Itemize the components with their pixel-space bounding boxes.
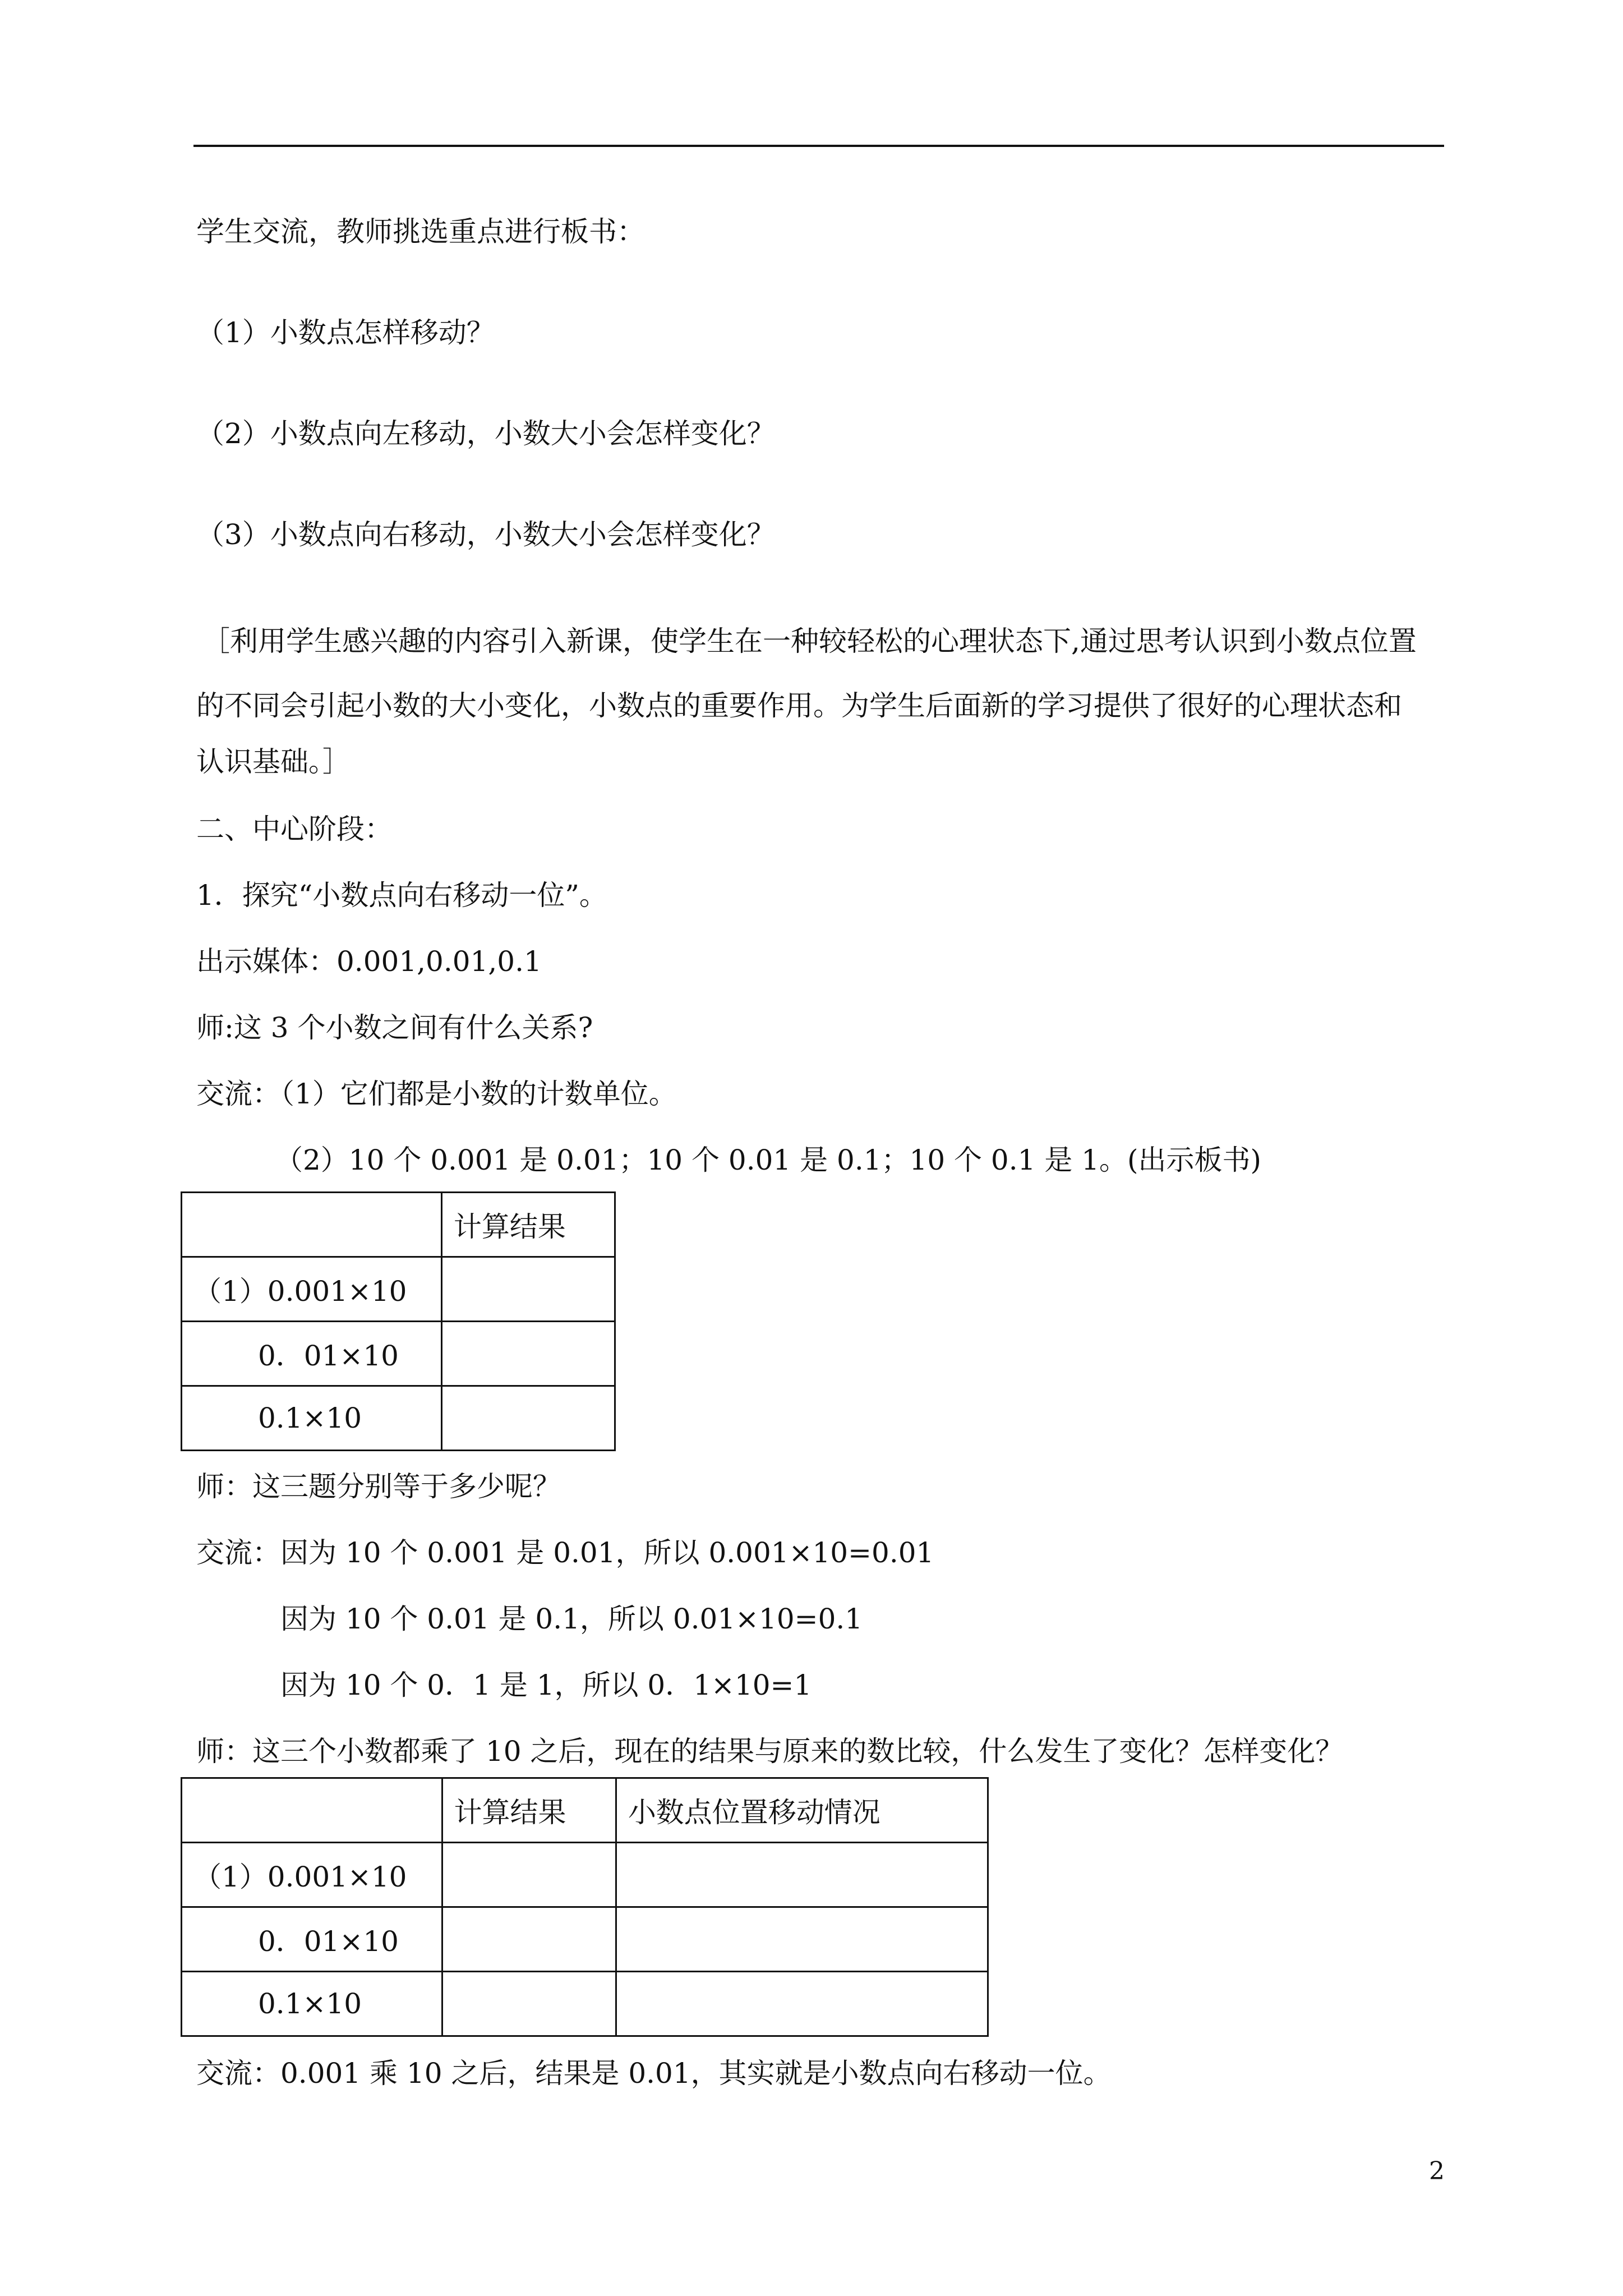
table-cell — [616, 1907, 988, 1972]
table-row — [182, 1322, 615, 1386]
table-cell — [616, 1843, 988, 1907]
exchange-line-1: 交流：（1）它们都是小数的计数单位。 — [196, 1078, 677, 1110]
step-1-heading: 1．探究“小数点向右移动一位”。 — [196, 879, 607, 912]
exchange-line-6: 交流：0.001 乘 10 之后，结果是 0.01，其实就是小数点向右移动一位。 — [196, 2057, 1112, 2090]
table-cell — [442, 1972, 616, 2036]
table-cell: （1）0.001×10 — [182, 1257, 442, 1322]
table-cell — [442, 1907, 616, 1972]
table-row — [182, 1907, 988, 1972]
page-number: 2 — [1429, 2157, 1445, 2185]
table-row — [182, 1257, 615, 1322]
exchange-line-4: 因为 10 个 0.01 是 0.1，所以 0.01×10=0.1 — [280, 1603, 863, 1635]
intro-line: 学生交流，教师挑选重点进行板书： — [196, 215, 645, 248]
table-cell: 0．01×10 — [182, 1907, 442, 1972]
question-2: （2）小数点向左移动，小数大小会怎样变化？ — [196, 417, 775, 450]
question-3: （3）小数点向右移动，小数大小会怎样变化？ — [196, 518, 775, 551]
teacher-question-2: 师：这三题分别等于多少呢？ — [196, 1470, 561, 1503]
table-header-cell: 计算结果 — [441, 1193, 615, 1257]
table-cell: 0．01×10 — [182, 1322, 442, 1386]
exchange-line-2: （2）10 个 0.001 是 0.01；10 个 0.01 是 0.1；10 个 0.1 是 1。(出示板书) — [275, 1144, 1262, 1176]
table-cell — [182, 1778, 442, 1843]
exchange-line-3: 交流：因为 10 个 0.001 是 0.01，所以 0.001×10=0.01 — [196, 1536, 934, 1569]
section-heading: 二、中心阶段： — [196, 813, 393, 845]
table-cell — [441, 1257, 615, 1322]
note-line-3: 认识基础。］ — [196, 746, 351, 778]
table-cell: （1）0.001×10 — [182, 1843, 442, 1907]
media-line: 出示媒体：0.001,0.01,0.1 — [196, 945, 542, 978]
header-rule — [193, 145, 1444, 147]
question-1: （1）小数点怎样移动？ — [196, 316, 495, 349]
table-cell — [441, 1386, 615, 1451]
table-row — [182, 1972, 988, 2036]
note-line-2: 的不同会引起小数的大小变化，小数点的重要作用。为学生后面新的学习提供了很好的心理状态和 — [196, 689, 1402, 722]
table-cell — [182, 1193, 442, 1257]
table-cell: 0.1×10 — [182, 1386, 442, 1451]
table-cell — [616, 1972, 988, 2036]
table-header-cell: 小数点位置移动情况 — [616, 1778, 988, 1843]
teacher-question-3: 师：这三个小数都乘了 10 之后，现在的结果与原来的数比较，什么发生了变化？怎样变化？ — [196, 1735, 1344, 1768]
exchange-line-5: 因为 10 个 0．1 是 1，所以 0．1×10=1 — [280, 1669, 812, 1701]
calc-table-1 — [181, 1191, 616, 1451]
note-line-1: ［利用学生感兴趣的内容引入新课，使学生在一种较轻松的心理状态下,通过思考认识到小数点位置 — [202, 625, 1417, 657]
table-header-row — [182, 1778, 988, 1843]
table-cell — [442, 1843, 616, 1907]
table-row — [182, 1843, 988, 1907]
table-row — [182, 1386, 615, 1451]
calc-table-2 — [181, 1777, 989, 2037]
teacher-question-1: 师:这 3 个小数之间有什么关系? — [196, 1011, 593, 1044]
table-header-cell: 计算结果 — [442, 1778, 616, 1843]
table-cell — [441, 1322, 615, 1386]
table-cell: 0.1×10 — [182, 1972, 442, 2036]
table-header-row — [182, 1193, 615, 1257]
